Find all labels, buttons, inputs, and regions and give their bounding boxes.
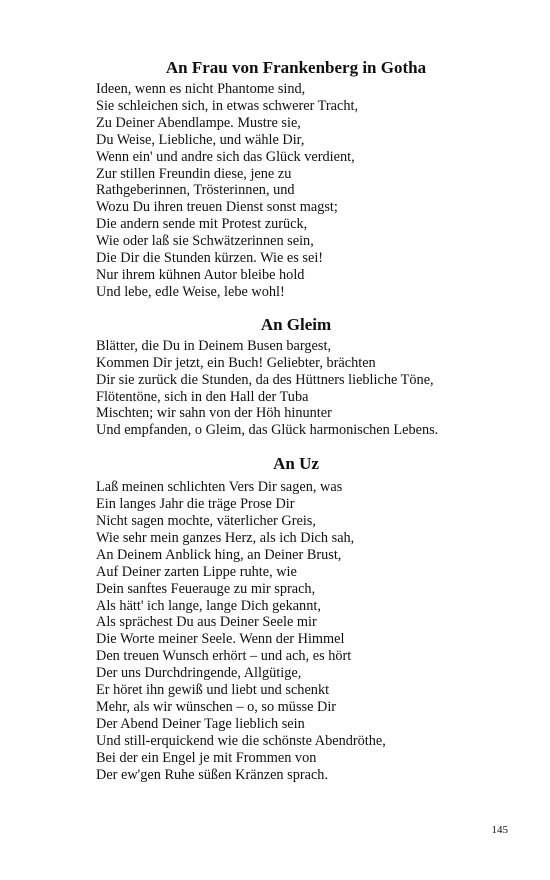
poem-line: Als sprächest Du aus Deiner Seele mir [96, 614, 317, 631]
poem-line: Zu Deiner Abendlampe. Mustre sie, [96, 114, 301, 131]
page-number: 145 [491, 824, 508, 836]
poem-line: Wie sehr mein ganzes Herz, als ich Dich sah, [96, 529, 355, 546]
poem-line: Mischten; wir sahn von der Höh hinunter [96, 405, 332, 422]
poem-line: Nicht sagen mochte, väterlicher Greis, [96, 513, 316, 530]
poem-line: Und still-erquickend wie die schönste Abendröthe, [96, 732, 386, 749]
poem-line: Ideen, wenn es nicht Phantome sind, [96, 81, 306, 97]
poem-line: Die andern sende mit Protest zurück, [96, 216, 308, 233]
poem-line: Wenn ein' und andre sich das Glück verdient, [96, 148, 355, 165]
poem-line: Den treuen Wunsch erhört – und ach, es hört [96, 648, 352, 665]
poem-line: Rathgeberinnen, Trösterinnen, und [96, 182, 295, 199]
poem-line: Der Abend Deiner Tage lieblich sein [96, 715, 305, 732]
poem-line: Auf Deiner zarten Lippe ruhte, wie [96, 563, 297, 580]
poem-line: Nur ihrem kühnen Autor bleibe hold [96, 266, 305, 283]
poem-line: Zur stillen Freundin diese, jene zu [96, 165, 292, 182]
poem-line: Laß meinen schlichten Vers Dir sagen, was [96, 479, 343, 496]
poem-line: Wozu Du ihren treuen Dienst sonst magst; [96, 199, 338, 216]
poem-gleim [96, 315, 496, 439]
poem-line: Und lebe, edle Weise, lebe wohl! [96, 283, 285, 300]
poem-line: Dir sie zurück die Stunden, da des Hüttners liebliche Töne, [96, 371, 434, 388]
poem-title: An Uz [273, 454, 319, 474]
page-body [96, 58, 496, 784]
poem-lines [96, 479, 496, 783]
poem-line: Der ew'gen Ruhe süßen Kränzen sprach. [96, 766, 329, 783]
poem-title: An Gleim [260, 314, 332, 334]
poem-line: Ein langes Jahr die träge Prose Dir [96, 496, 295, 513]
poem-line: Du Weise, Liebliche, und wähle Dir, [96, 131, 305, 148]
poem-line: Der uns Durchdringende, Allgütige, [96, 665, 302, 682]
poem-line: Dein sanftes Feuerauge zu mir sprach, [96, 580, 316, 597]
poem-line: Die Dir die Stunden kürzen. Wie es sei! [96, 250, 324, 267]
poem-lines [96, 338, 496, 439]
poem-line: Sie schleichen sich, in etwas schwerer Tracht, [96, 97, 359, 114]
poem-line: Bei der ein Engel je mit Frommen von [96, 749, 317, 766]
poem-line: Und empfanden, o Gleim, das Glück harmonischen Lebens. [96, 422, 439, 439]
poem-line: Kommen Dir jetzt, ein Buch! Geliebter, brächten [96, 354, 376, 371]
poem-line: Wie oder laß sie Schwätzerinnen sein, [96, 233, 314, 250]
poem-line: Als hätt' ich lange, lange Dich gekannt, [96, 597, 321, 614]
poem-line: Mehr, als wir wünschen – o, so müsse Dir [96, 699, 337, 715]
poem-frankenberg [96, 58, 496, 301]
poem-line: Blätter, die Du in Deinem Busen bargest, [96, 337, 332, 354]
poem-line: Flötentöne, sich in den Hall der Tuba [96, 388, 309, 405]
poem-line: Er höret ihn gewiß und liebt und schenkt [96, 682, 330, 699]
poem-title: An Frau von Frankenberg in Gotha [165, 58, 427, 77]
poem-uz [96, 454, 496, 783]
poem-line: An Deinem Anblick hing, an Deiner Brust, [96, 546, 342, 563]
poem-line: Die Worte meiner Seele. Wenn der Himmel [96, 631, 345, 648]
poem-lines [96, 81, 496, 301]
